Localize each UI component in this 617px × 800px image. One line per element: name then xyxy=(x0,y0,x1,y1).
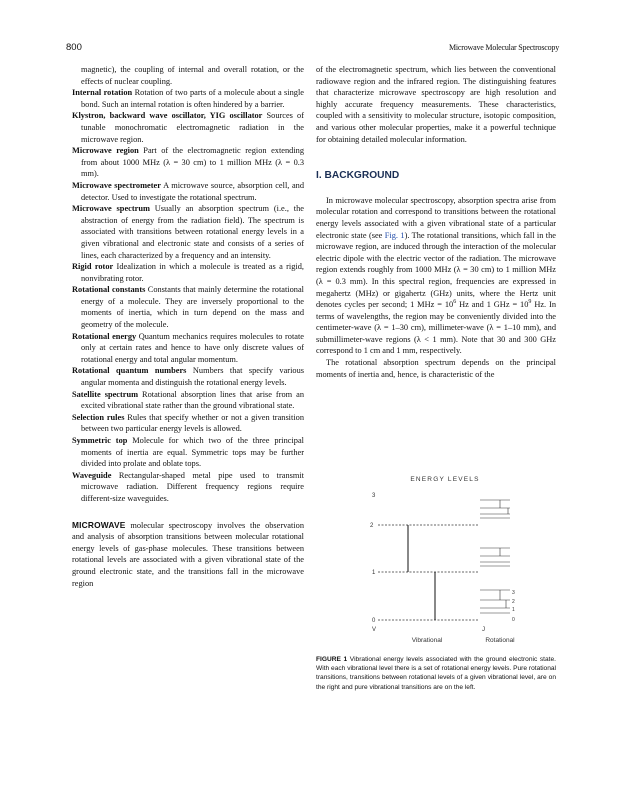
glossary-entry xyxy=(72,412,304,435)
v-axis-label: V xyxy=(372,627,377,633)
glossary-definition: magnetic), the coupling of internal and overall rotation, or the effects of nuclear coupling. xyxy=(81,65,304,86)
glossary-term: Selection rules xyxy=(72,412,125,422)
glossary-definition: A microwave source, absorption cell, and detector. Used to investigate the rotational spectrum. xyxy=(81,180,304,202)
axis-label-rotational: Rotational xyxy=(485,637,515,644)
glossary xyxy=(72,64,304,505)
glossary-term: Rotational energy xyxy=(72,331,137,341)
glossary-term: Rotational constants xyxy=(72,285,146,295)
figure-title: ENERGY LEVELS xyxy=(410,476,480,483)
glossary-entry xyxy=(72,331,304,366)
vib-level-2-label: 2 xyxy=(370,523,374,529)
glossary-definition: Quantum mechanics requires molecules to rotate only at certain rates and hence to have only discrete values of rotational energy and total angular momentum. xyxy=(81,331,304,364)
glossary-entry xyxy=(72,203,304,261)
glossary-term: Internal rotation xyxy=(72,88,133,98)
j-axis-label: J xyxy=(482,627,485,633)
glossary-entry xyxy=(72,365,304,388)
glossary-definition: Part of the electromagnetic region extending from about 1000 MHz (λ = 30 cm) to 1 million MHz (λ = 0.3 mm). xyxy=(81,146,304,179)
glossary-term: Waveguide xyxy=(72,470,112,480)
glossary-entry xyxy=(72,284,304,330)
rot-level-3-label: 3 xyxy=(512,590,515,596)
glossary-term: Klystron, backward wave oscillator, YIG oscillator xyxy=(72,111,263,121)
vib-level-1-label: 1 xyxy=(372,570,376,576)
glossary-definition: Rules that specify whether or not a given transition between two particular energy levels is allowed. xyxy=(81,412,304,434)
glossary-entry xyxy=(72,470,304,505)
glossary-definition: Usually an absorption spectrum (i.e., the abstraction of energy from the radiation field). The spectrum is associated with transitions between rotational energy levels in a given vibrational and electronic state and consists of a series of lines, each characterized by a frequency and an intensity. xyxy=(81,204,304,260)
vib-level-3-label: 3 xyxy=(372,493,376,499)
caption-label: FIGURE 1 xyxy=(316,656,348,663)
background-paragraph-2: The rotational absorption spectrum depends on the principal moments of inertia and, hence, is characteristic of the xyxy=(316,358,556,379)
glossary-entry xyxy=(72,435,304,470)
figure-caption xyxy=(316,655,556,692)
rotational-ladder-v2 xyxy=(480,500,510,518)
glossary-definition: Rectangular-shaped metal pipe used to transmit microwave radiation. Different frequency regions require different-size waveguides. xyxy=(81,470,304,503)
rot-level-1-label: 1 xyxy=(512,607,515,613)
glossary-entry xyxy=(72,87,304,110)
energy-levels-figure xyxy=(360,470,530,645)
glossary-term: Rigid rotor xyxy=(72,262,114,272)
glossary-term: Microwave region xyxy=(72,146,139,156)
exponent-6: 6 xyxy=(453,299,457,306)
figure-reference-link[interactable]: Fig. 1 xyxy=(384,230,405,240)
left-column xyxy=(72,64,304,597)
p1-part-b: ). The rotational transitions, which fall in the microwave region, are induced through the interaction of the molecular electric dipole with the electric vector of the radiation. The microwave region extends roughly from 1000 MHz (λ = 30 cm) to 1 million MHz (λ = 0.3 mm). In this spectral region, frequencies are expressed in megahertz (MHz) or gigahertz (GHz) units, where the Hertz unit denotes cycles per second; 1 MHz = 10 xyxy=(316,230,556,310)
rot-level-0-label: 0 xyxy=(512,617,515,623)
glossary-definition: Rotational absorption lines that arise from an excited vibrational state rather than the ground vibrational state. xyxy=(81,389,305,411)
glossary-definition: Sources of tunable monochromatic electromagnetic radiation in the microwave region. xyxy=(81,111,304,144)
p1-part-d: Hz. In terms of wavelengths, the region may be conveniently divided into the centimeter-wave (λ = 1–30 cm), millimeter-wave (λ = 1–10 mm), and submillimeter-wave regions (λ < 1 mm). Note that 30 and 300 GHz correspond to 1 cm and 1 mm, respectively. xyxy=(316,300,556,356)
axis-label-vibrational: Vibrational xyxy=(411,637,443,644)
right-top-paragraph: of the electromagnetic spectrum, which lies between the conventional radiowave region and the infrared region. The distinguishing features that characterize microwave spectroscopy are high resolution and highly accurate frequency measurements. These characteristics, coupled with a sensitivity to molecular structure, isotopic composition, and various other molecular properties, make it a powerful technique for obtaining detailed molecular information. xyxy=(316,65,556,144)
glossary-definition: Idealization in which a molecule is treated as a rigid, nonvibrating rotor. xyxy=(81,262,304,283)
right-column xyxy=(316,64,556,380)
caption-text: Vibrational energy levels associated with the ground electronic state. With each vibrational level there is a set of rotational energy levels. Pure rotational transitions, transitions between rotational levels of a given vibrational level, are on the right and pure vibrational transitions are on the left. xyxy=(316,656,556,691)
glossary-term: Microwave spectrometer xyxy=(72,180,161,190)
page-number: 800 xyxy=(66,42,82,53)
glossary-entry xyxy=(72,64,304,87)
rot-level-2-label: 2 xyxy=(512,599,515,605)
glossary-entry xyxy=(72,261,304,284)
vib-level-0-label: 0 xyxy=(372,618,376,624)
intro-paragraph xyxy=(72,520,304,590)
exponent-9: 9 xyxy=(528,299,532,306)
glossary-entry xyxy=(72,110,304,145)
glossary-term: Symmetric top xyxy=(72,436,128,445)
intro-lead: MICROWAVE xyxy=(72,519,126,530)
intro-text: molecular spectroscopy involves the observation and analysis of absorption transitions between molecular rotational energy levels of gas-phase molecules. These transitions between rotational levels are associated with a given vibrational state of the ground electronic state, and the transitions fall in the microwave region xyxy=(72,520,304,588)
glossary-term: Satellite spectrum xyxy=(72,389,139,399)
glossary-definition: Constants that mainly determine the rotational energy of a molecule. They are inversely proportional to the moments of inertia, which in turn depend on the mass and geometry of the molecule. xyxy=(81,285,304,330)
glossary-entry xyxy=(72,180,304,203)
glossary-definition: Rotation of two parts of a molecule about a single bond. Such an internal rotation is often hindered by a barrier. xyxy=(81,88,304,109)
rotational-ladder-v0 xyxy=(480,590,510,613)
glossary-term: Microwave spectrum xyxy=(72,204,150,214)
section-heading: I. BACKGROUND xyxy=(316,170,400,182)
p1-part-c: Hz and 1 GHz = 10 xyxy=(456,300,529,310)
glossary-term: Rotational quantum numbers xyxy=(72,366,187,376)
p1-part-a: In microwave molecular spectroscopy, absorption spectra arise from molecular rotation and correspond to transitions between the rotational energy levels associated with a given vibrational state of a particular electronic state (see xyxy=(316,195,556,240)
glossary-definition: Molecule for which two of the three principal moments of inertia are equal. Symmetric tops may be further divided into prolate and oblate tops. xyxy=(81,436,304,469)
running-title: Microwave Molecular Spectroscopy xyxy=(448,43,559,52)
glossary-entry xyxy=(72,145,304,180)
glossary-entry xyxy=(72,389,304,412)
rotational-ladder-v1 xyxy=(480,548,510,566)
background-paragraph-1 xyxy=(316,195,556,357)
glossary-definition: Numbers that specify various angular momenta and distinguish the rotational energy levels. xyxy=(81,366,304,388)
